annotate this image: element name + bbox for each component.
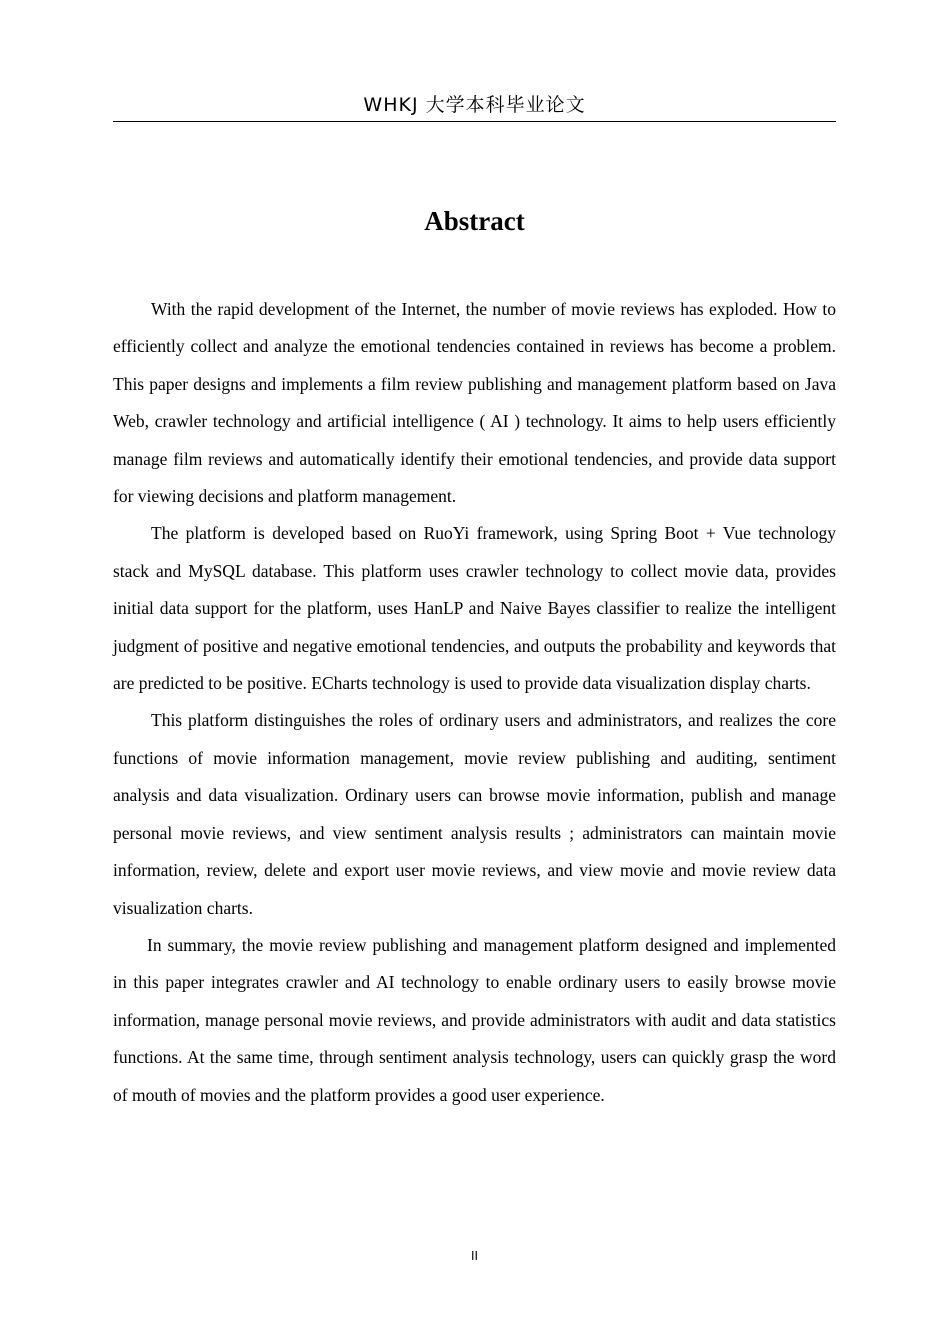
page-number: II (470, 1249, 479, 1263)
abstract-title: Abstract (424, 206, 525, 236)
abstract-paragraph-2: The platform is developed based on RuoYi framework, using Spring Boot + Vue technology stack and MySQL database. This platform uses crawler technology to collect movie data, provides initial data support for the platform, uses HanLP and Naive Bayes classifier to realize the intelligent judgment of positive and negative emotional tendencies, and outputs the probability and keywords that are predicted to be positive. ECharts technology is used to provide data visualization display charts. (113, 523, 836, 694)
abstract-paragraph-3: This platform distinguishes the roles of ordinary users and administrators, and realizes the core functions of movie information management, movie review publishing and auditing, sentiment analysis and data visualization. Ordinary users can browse movie information, publish and manage personal movie reviews, and view sentiment analysis results ; administrators can maintain movie information, review, delete and export user movie reviews, and view movie and movie review data visualization charts. (113, 710, 836, 918)
abstract-paragraph-1: With the rapid development of the Internet, the number of movie reviews has exploded. How to efficiently collect and analyze the emotional tendencies contained in reviews has become a problem. This paper designs and implements a film review publishing and management platform based on Java Web, crawler technology and artificial intelligence ( AI ) technology. It aims to help users efficiently manage film reviews and automatically identify their emotional tendencies, and provide data support for viewing decisions and platform management. (113, 299, 836, 507)
header-title: WHKJ 大学本科毕业论文 (363, 94, 586, 116)
abstract-body (113, 291, 836, 1114)
abstract-paragraph-4: In summary, the movie review publishing and management platform designed and implemented in this paper integrates crawler and AI technology to enable ordinary users to easily browse movie information, manage personal movie reviews, and provide administrators with audit and data statistics functions. At the same time, through sentiment analysis technology, users can quickly grasp the word of mouth of movies and the platform provides a good user experience. (113, 934, 836, 1105)
page-header (113, 92, 836, 122)
